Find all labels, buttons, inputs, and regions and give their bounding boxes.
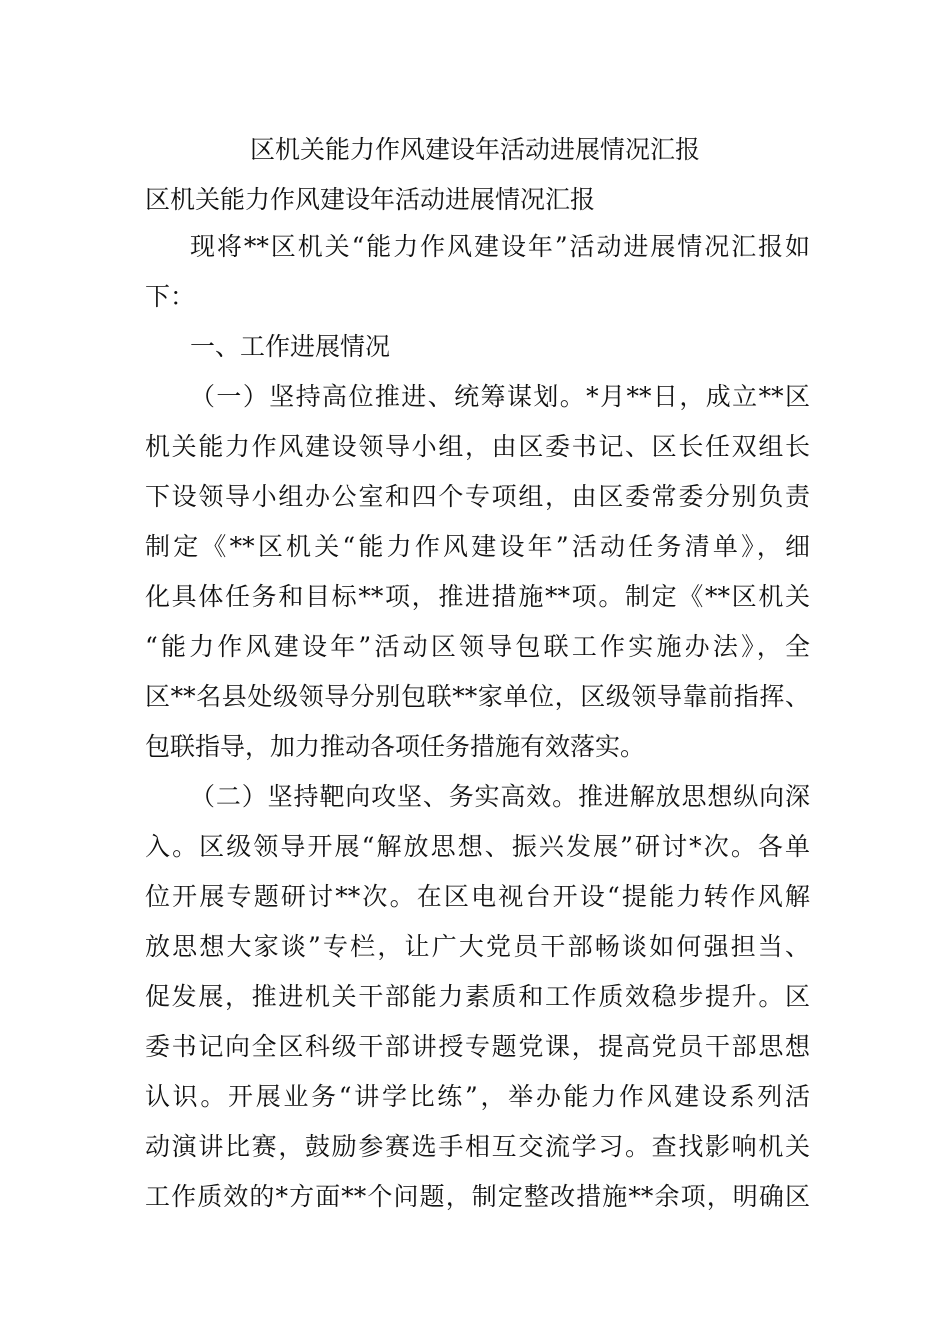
- text-line: 现将**区机关“能力作风建设年”活动进展情况汇报如: [190, 232, 810, 261]
- text-line: 放思想大家谈”专栏，让广大党员干部畅谈如何强担当、: [145, 932, 810, 961]
- text-line: 包联指导，加力推动各项任务措施有效落实。: [145, 732, 646, 761]
- text-line: 入。区级领导开展“解放思想、振兴发展”研讨*次。各单: [145, 832, 810, 861]
- text-line: 促发展，推进机关干部能力素质和工作质效稳步提升。区: [145, 982, 810, 1011]
- text-line: 制定《**区机关“能力作风建设年”活动任务清单》，细: [145, 532, 810, 561]
- text-line: 机关能力作风建设领导小组，由区委书记、区长任双组长: [145, 432, 810, 461]
- text-line: 下设领导小组办公室和四个专项组，由区委常委分别负责: [145, 482, 810, 511]
- text-line: 委书记向全区科级干部讲授专题党课，提高党员干部思想: [145, 1032, 810, 1061]
- text-line: 工作质效的*方面**个问题，制定整改措施**余项，明确区: [145, 1182, 810, 1211]
- section-heading: 一、工作进展情况: [190, 332, 391, 361]
- text-line: 下：: [145, 282, 196, 311]
- document-title: 区机关能力作风建设年活动进展情况汇报: [249, 135, 700, 164]
- text-line: “能力作风建设年”活动区领导包联工作实施办法》，全: [145, 632, 810, 661]
- text-line: 动演讲比赛，鼓励参赛选手相互交流学习。查找影响机关: [145, 1132, 810, 1161]
- text-line: 区**名县处级领导分别包联**家单位，区级领导靠前指挥、: [145, 682, 810, 711]
- document-body: [145, 222, 810, 1222]
- text-line: （二）坚持靶向攻坚、务实高效。推进解放思想纵向深: [190, 782, 810, 811]
- text-line: 化具体任务和目标**项，推进措施**项。制定《**区机关: [145, 582, 810, 611]
- text-line: 认识。开展业务“讲学比练”，举办能力作风建设系列活: [145, 1082, 810, 1111]
- text-line: 位开展专题研讨**次。在区电视台开设“提能力转作风解: [145, 882, 810, 911]
- document-subtitle: 区机关能力作风建设年活动进展情况汇报: [145, 185, 596, 214]
- text-line: （一）坚持高位推进、统筹谋划。*月**日，成立**区: [190, 382, 810, 411]
